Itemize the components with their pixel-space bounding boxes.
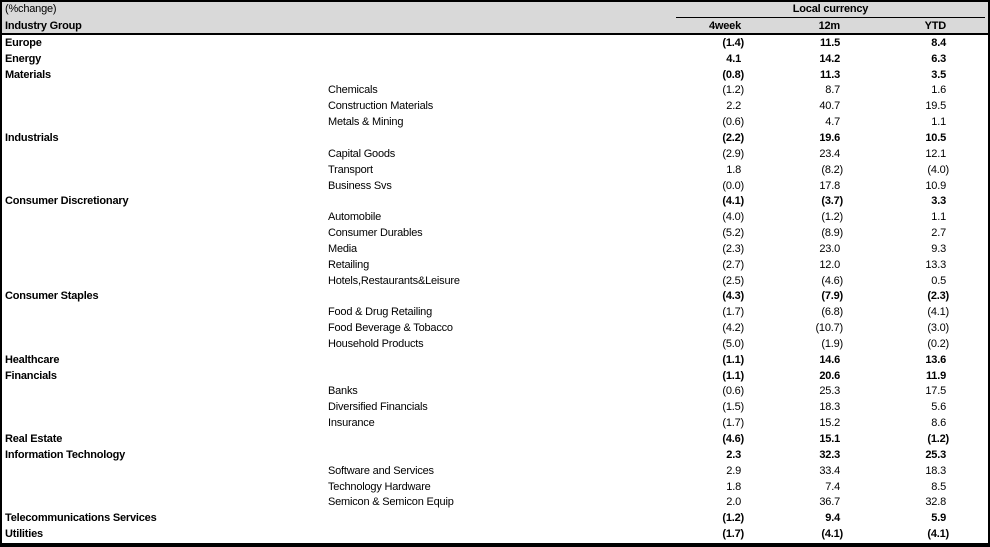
table-row: [2, 178, 988, 194]
value-ytd: 8.5: [931, 480, 946, 493]
value-12m: (8.2): [821, 163, 843, 176]
value-4week: (1.2): [722, 84, 744, 97]
value-4week: (1.1): [722, 353, 744, 366]
value-4week: (0.0): [722, 179, 744, 192]
value-4week: (2.2): [722, 131, 744, 144]
value-ytd: 9.3: [931, 242, 946, 255]
value-ytd: (0.2): [927, 337, 949, 350]
table-row: [2, 336, 988, 352]
value-4week: (1.4): [722, 36, 744, 49]
value-4week: (1.7): [722, 417, 744, 430]
local-currency-header: Local currency: [676, 2, 985, 18]
table-row: [2, 415, 988, 431]
value-4week: (5.0): [722, 337, 744, 350]
table-row: [2, 384, 988, 400]
value-ytd: (4.0): [927, 163, 949, 176]
table-row: [2, 463, 988, 479]
table-row: [2, 368, 988, 384]
value-12m: (3.7): [821, 195, 843, 208]
sector-name-cell: Industrials: [5, 131, 59, 144]
sector-name-cell: Consumer Staples: [5, 290, 99, 303]
value-ytd: 3.3: [931, 195, 946, 208]
table-body: [2, 35, 988, 542]
value-ytd: (3.0): [927, 322, 949, 335]
table-row: [2, 98, 988, 114]
value-4week: (2.3): [722, 242, 744, 255]
value-ytd: 13.3: [925, 258, 946, 271]
value-12m: (10.7): [815, 322, 843, 335]
sector-name-cell: Consumer Discretionary: [5, 195, 129, 208]
value-4week: (1.7): [722, 306, 744, 319]
value-12m: 11.5: [819, 36, 840, 49]
value-12m: 18.3: [819, 401, 840, 414]
subindustry-name-cell: Hotels,Restaurants&Leisure: [328, 274, 460, 287]
value-ytd: 0.5: [931, 274, 946, 287]
value-12m: 33.4: [819, 464, 840, 477]
sector-name-cell: Energy: [5, 52, 42, 65]
value-4week: (4.3): [722, 290, 744, 303]
value-ytd: 10.5: [925, 131, 946, 144]
value-12m: 40.7: [819, 100, 840, 113]
value-4week: (2.7): [722, 258, 744, 271]
table-row: [2, 494, 988, 510]
table-row: [2, 193, 988, 209]
value-12m: 17.8: [819, 179, 840, 192]
value-12m: (4.6): [821, 274, 843, 287]
sector-name-cell: Materials: [5, 68, 51, 81]
value-4week: 1.8: [726, 163, 741, 176]
column-header-12m: 12m: [818, 19, 840, 32]
table-header: [2, 2, 988, 35]
value-4week: 2.3: [726, 448, 741, 461]
table-row: [2, 35, 988, 51]
table-row: [2, 447, 988, 463]
table-row: [2, 526, 988, 542]
value-12m: 23.0: [819, 242, 840, 255]
value-12m: 15.1: [819, 433, 840, 446]
value-12m: 11.3: [819, 68, 840, 81]
table-row: [2, 146, 988, 162]
column-header-4week: 4week: [708, 19, 741, 32]
value-ytd: 5.6: [931, 401, 946, 414]
sector-name-cell: Information Technology: [5, 448, 126, 461]
value-4week: (4.2): [722, 322, 744, 335]
value-ytd: (4.1): [927, 306, 949, 319]
value-4week: 2.0: [726, 496, 741, 509]
sector-name-cell: Utilities: [5, 528, 43, 541]
value-12m: (1.9): [821, 337, 843, 350]
value-ytd: 19.5: [925, 100, 946, 113]
value-4week: 2.2: [726, 100, 741, 113]
subindustry-name-cell: Automobile: [328, 211, 382, 224]
value-ytd: 6.3: [931, 52, 946, 65]
column-header-ytd: YTD: [924, 19, 946, 32]
value-4week: 1.8: [726, 480, 741, 493]
value-12m: (6.8): [821, 306, 843, 319]
value-ytd: 8.6: [931, 417, 946, 430]
header-row-group: [2, 2, 988, 18]
value-ytd: 1.1: [931, 211, 946, 224]
value-12m: 8.7: [825, 84, 840, 97]
value-12m: (1.2): [821, 211, 843, 224]
subindustry-name-cell: Insurance: [328, 417, 375, 430]
sector-name-cell: Telecommunications Services: [5, 512, 157, 525]
table-row: [2, 162, 988, 178]
sector-name-cell: Financials: [5, 369, 57, 382]
value-ytd: 25.3: [925, 448, 946, 461]
table-row: [2, 304, 988, 320]
subindustry-name-cell: Diversified Financials: [328, 401, 428, 414]
subindustry-name-cell: Food Beverage & Tobacco: [328, 322, 453, 335]
value-12m: 19.6: [819, 131, 840, 144]
value-ytd: 1.6: [931, 84, 946, 97]
sector-name-cell: Europe: [5, 36, 42, 49]
subindustry-name-cell: Retailing: [328, 258, 370, 271]
value-12m: 9.4: [825, 512, 840, 525]
subindustry-name-cell: Business Svs: [328, 179, 392, 192]
value-4week: (5.2): [722, 227, 744, 240]
subindustry-name-cell: Food & Drug Retailing: [328, 306, 433, 319]
value-4week: (4.1): [722, 195, 744, 208]
value-ytd: (2.3): [927, 290, 949, 303]
table-row: [2, 67, 988, 83]
subindustry-name-cell: Chemicals: [328, 84, 378, 97]
subindustry-name-cell: Banks: [328, 385, 358, 398]
subindustry-name-cell: Household Products: [328, 337, 424, 350]
value-4week: (4.6): [722, 433, 744, 446]
header-row-columns: [2, 18, 988, 33]
value-12m: 36.7: [819, 496, 840, 509]
table-row: [2, 320, 988, 336]
table-row: [2, 114, 988, 130]
value-4week: (1.1): [722, 369, 744, 382]
value-12m: 15.2: [819, 417, 840, 430]
table-row: [2, 510, 988, 526]
table-row: [2, 257, 988, 273]
subindustry-name-cell: Capital Goods: [328, 147, 396, 160]
value-ytd: 3.5: [931, 68, 946, 81]
table-row: [2, 399, 988, 415]
sector-name-cell: Healthcare: [5, 353, 60, 366]
value-12m: 7.4: [825, 480, 840, 493]
value-12m: 23.4: [819, 147, 840, 160]
table-row: [2, 479, 988, 495]
subindustry-name-cell: Consumer Durables: [328, 227, 423, 240]
table-row: [2, 83, 988, 99]
value-ytd: (4.1): [927, 528, 949, 541]
value-ytd: 12.1: [925, 147, 946, 160]
value-12m: 14.2: [819, 52, 840, 65]
value-ytd: 32.8: [925, 496, 946, 509]
subindustry-name-cell: Construction Materials: [328, 100, 434, 113]
subindustry-name-cell: Media: [328, 242, 357, 255]
table-row: [2, 209, 988, 225]
value-4week: (4.0): [722, 211, 744, 224]
value-4week: (1.5): [722, 401, 744, 414]
value-12m: (4.1): [821, 528, 843, 541]
value-4week: (0.6): [722, 385, 744, 398]
table-row: [2, 352, 988, 368]
value-4week: (0.6): [722, 116, 744, 129]
table-row: [2, 225, 988, 241]
value-12m: 25.3: [819, 385, 840, 398]
value-4week: 2.9: [726, 464, 741, 477]
value-12m: 20.6: [819, 369, 840, 382]
subindustry-name-cell: Metals & Mining: [328, 116, 404, 129]
value-12m: (8.9): [821, 227, 843, 240]
table-row: [2, 431, 988, 447]
subindustry-name-cell: Software and Services: [328, 464, 434, 477]
subindustry-name-cell: Transport: [328, 163, 373, 176]
value-ytd: 17.5: [925, 385, 946, 398]
table-row: [2, 130, 988, 146]
value-ytd: 2.7: [931, 227, 946, 240]
value-12m: 32.3: [819, 448, 840, 461]
value-ytd: 5.9: [931, 512, 946, 525]
value-ytd: 11.9: [925, 369, 946, 382]
table-row: [2, 289, 988, 305]
value-12m: 4.7: [825, 116, 840, 129]
value-4week: (2.5): [722, 274, 744, 287]
value-4week: (1.7): [722, 528, 744, 541]
value-4week: 4.1: [726, 52, 741, 65]
subindustry-name-cell: Semicon & Semicon Equip: [328, 496, 454, 509]
table-row: [2, 51, 988, 67]
value-4week: (2.9): [722, 147, 744, 160]
value-ytd: 13.6: [925, 353, 946, 366]
value-ytd: 8.4: [931, 36, 946, 49]
sector-name-cell: Real Estate: [5, 433, 63, 446]
value-ytd: 18.3: [925, 464, 946, 477]
table-row: [2, 241, 988, 257]
subindustry-name-cell: Technology Hardware: [328, 480, 431, 493]
value-ytd: 1.1: [931, 116, 946, 129]
value-12m: 12.0: [819, 258, 840, 271]
percent-change-note: (%change): [5, 3, 57, 15]
value-ytd: (1.2): [927, 433, 949, 446]
value-4week: (1.2): [722, 512, 744, 525]
value-12m: 14.6: [819, 353, 840, 366]
value-4week: (0.8): [722, 68, 744, 81]
value-ytd: 10.9: [925, 179, 946, 192]
table-row: [2, 273, 988, 289]
industry-group-header: Industry Group: [5, 19, 82, 32]
value-12m: (7.9): [821, 290, 843, 303]
